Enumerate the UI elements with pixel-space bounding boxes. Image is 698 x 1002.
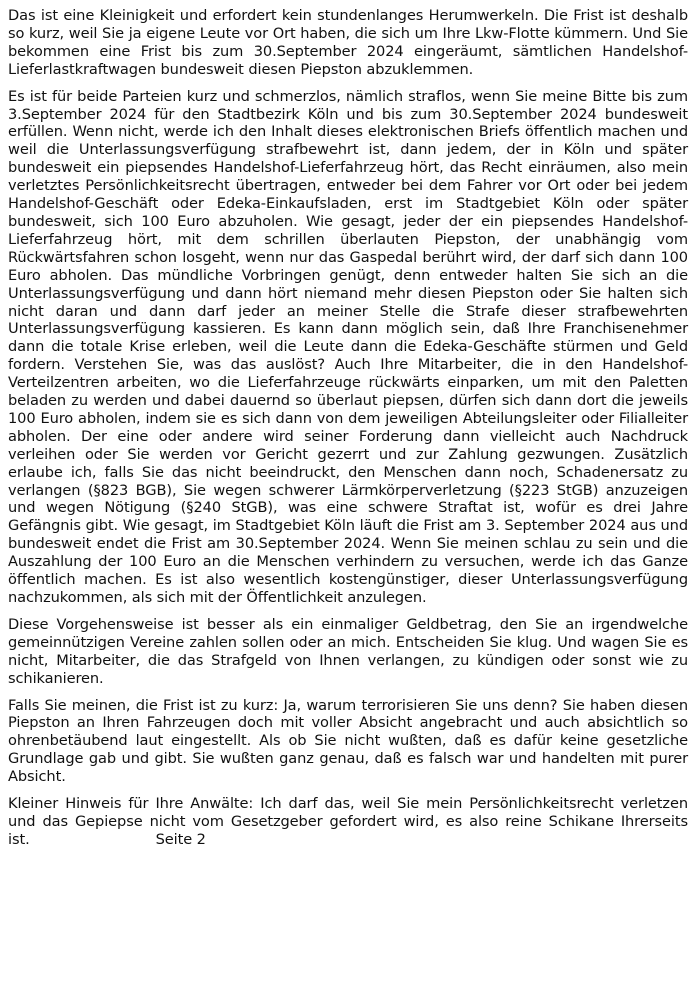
paragraph-approach: Diese Vorgehensweise ist besser als ein einmaliger Geldbetrag, den Sie an irgendwelche gemeinnützigen Vereine zahlen sollen oder an mich. Entscheiden Sie klug. Und wagen Sie es nicht, Mitarbeiter, die das Strafgeld von Ihnen verlangen, zu kündigen oder sonst wie zu schikanieren. [8, 615, 688, 687]
page-number: Seite 2 [155, 830, 206, 848]
lawyer-note-text: Kleiner Hinweis für Ihre Anwälte: Ich darf das, weil Sie mein Persönlichkeitsrecht verletzen und das Gepiepse nicht vom Gesetzgeber gefordert wird, es also reine Schikane Ihrerseits ist. [8, 795, 688, 848]
document-page [8, 7, 688, 849]
paragraph-penalty: Es ist für beide Parteien kurz und schmerzlos, nämlich straflos, wenn Sie meine Bitte bis zum 3.September 2024 für den Stadtbezirk Köln und bis zum 30.September 2024 bundesweit erfüllen. Wenn nicht, werde ich den Inhalt dieses elektronischen Briefs öffentlich machen und weil die Unterlassungsverfügung strafbewehrt ist, dann jedem, der in Köln und später bundesweit ein piepsendes Handelshof-Lieferfahrzeug hört, das Recht einräumen, also mein verletztes Persönlichkeitsrecht übertragen, entweder bei dem Fahrer vor Ort oder bei jedem Handelshof-Geschäft oder Edeka-Einkaufsladen, erst im Stadtgebiet Köln oder später bundesweit, sich 100 Euro abzuholen. Wie gesagt, jeder der ein piepsendes Handelshof-Lieferfahrzeug hört, mit dem schrillen überlauten Piepston, der unabhängig vom Rückwärtsfahren schon losgeht, wenn nur das Gaspedal berührt wird, der darf sich dann 100 Euro abholen. Das mündliche Vorbringen genügt, denn entweder halten Sie sich an die Unterlassungsverfügung und dann hört niemand mehr diesen Piepston oder Sie halten sich nicht daran und dann darf jeder an meiner Stelle die Strafe dieser strafbewehrten Unterlassungsverfügung kassieren. Es kann dann möglich sein, daß Ihre Franchisenehmer dann die totale Krise erleben, weil die Leute dann die Edeka-Geschäfte stürmen und Geld fordern. Verstehen Sie, was das auslöst? Auch Ihre Mitarbeiter, die in den Handelshof-Verteilzentren arbeiten, wo die Lieferfahrzeuge rückwärts einparken, um mit den Paletten beladen zu werden und dabei dauernd so überlaut piepsen, dürfen sich dann dort die jeweils 100 Euro abholen, indem sie es sich dann von dem jeweiligen Abteilungsleiter oder Filialleiter abholen. Der eine oder andere wird seiner Forderung dann vielleicht auch Nachdruck verleihen oder Sie werden vor Gericht gezerrt und zur Zahlung gezwungen. Zusätzlich erlaube ich, falls Sie das nicht beeindruckt, den Menschen dann noch, Schadenersatz zu verlangen (§823 BGB), Sie wegen schwerer Lärmkörperverletzung (§223 StGB) anzuzeigen und wegen Nötigung (§240 StGB), was eine schwere Straftat ist, wofür es drei Jahre Gefängnis gibt. Wie gesagt, im Stadtgebiet Köln läuft die Frist am 3. September 2024 aus und bundesweit endet die Frist am 30.September 2024. Wenn Sie meinen schlau zu sein und die Auszahlung der 100 Euro an die Menschen verhindern zu versuchen, werde ich das Ganze öffentlich machen. Es ist also wesentlich kostengünstiger, dieser Unterlassungsverfügung nachzukommen, als sich mit der Öffentlichkeit anzulegen. [8, 87, 688, 606]
paragraph-intent: Falls Sie meinen, die Frist ist zu kurz: Ja, warum terrorisieren Sie uns denn? Sie haben diesen Piepston an Ihren Fahrzeugen doch mit voller Absicht angebracht und auch absichtlich so ohrenbetäubend laut eingestellt. Als ob Sie nicht wußten, daß es dafür keine gesetzliche Grundlage gab und gibt. Sie wußten ganz genau, daß es falsch war und handelten mit purer Absicht. [8, 696, 688, 786]
paragraph-lawyer-note [8, 795, 688, 849]
paragraph-deadline: Das ist eine Kleinigkeit und erfordert kein stundenlanges Herumwerkeln. Die Frist ist deshalb so kurz, weil Sie ja eigene Leute vor Ort haben, die sich um Ihre Lkw-Flotte kümmern. Und Sie bekommen eine Frist bis zum 30.September 2024 eingeräumt, sämtlichen Handelshof-Lieferlastkraftwagen bundesweit diesen Piepston abzuklemmen. [8, 7, 688, 78]
